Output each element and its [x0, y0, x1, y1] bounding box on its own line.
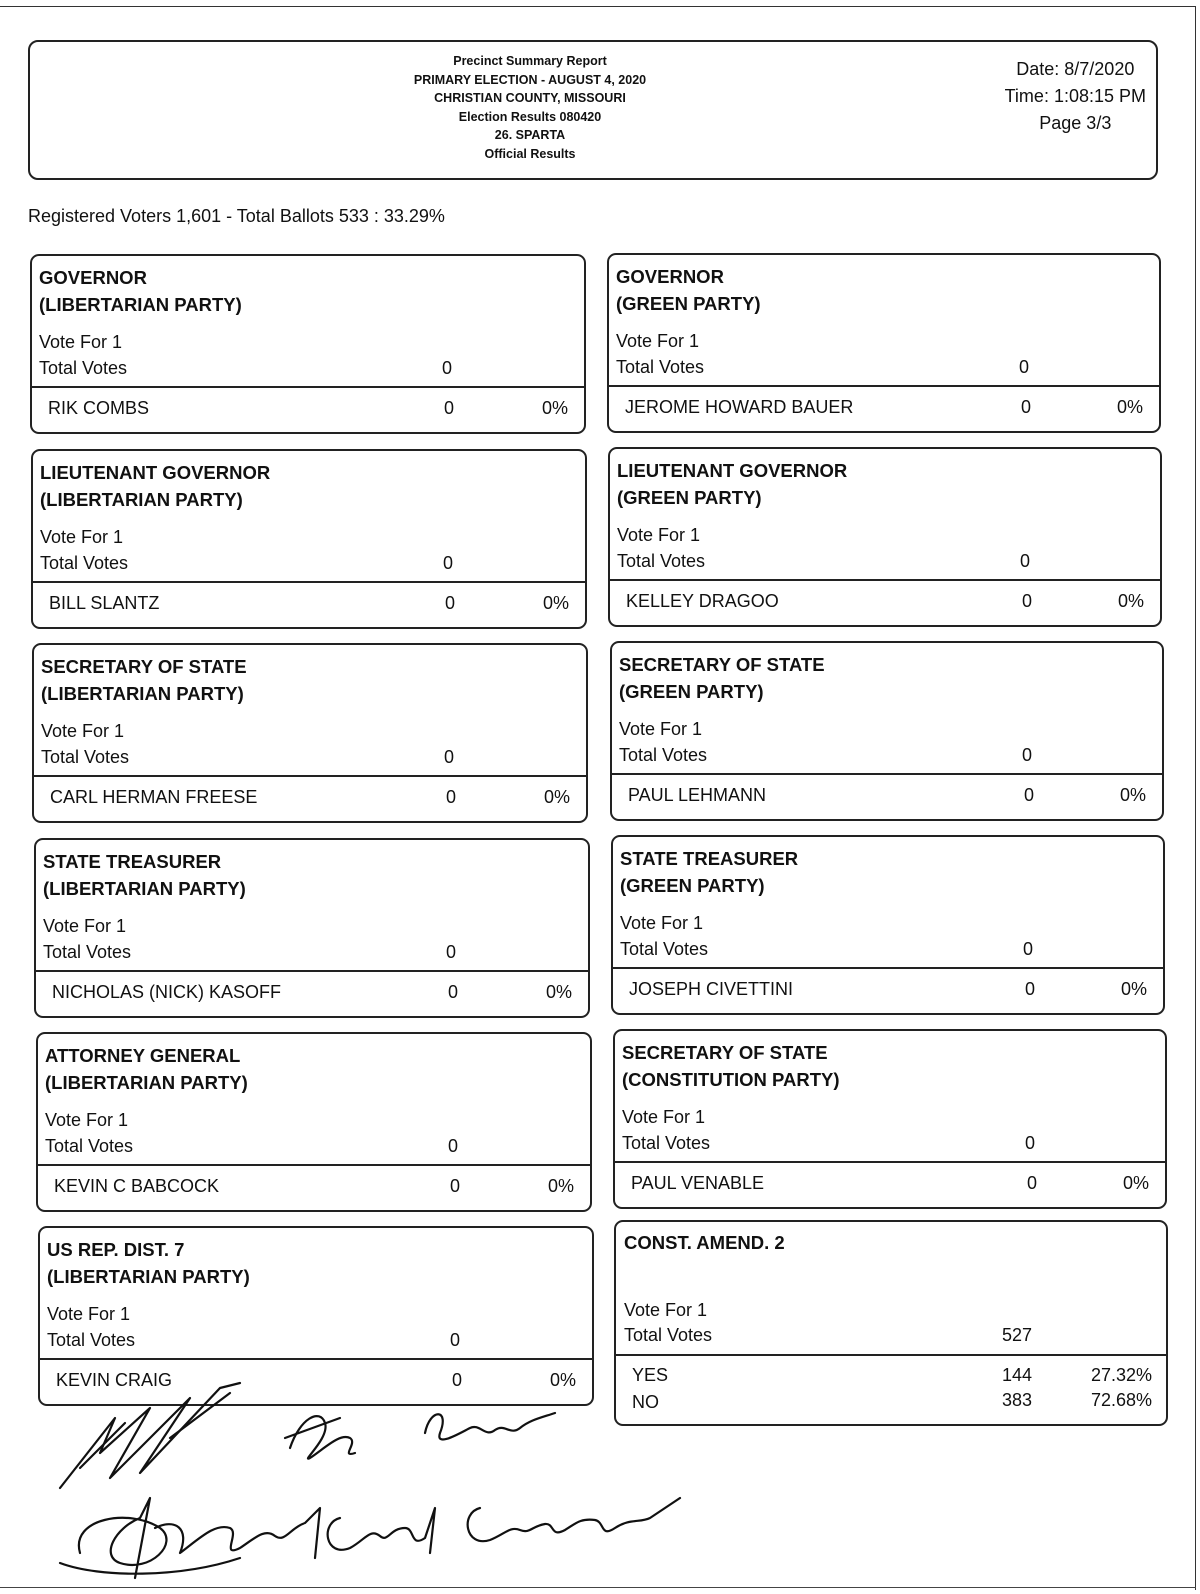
vote-for-label: Vote For 1 [619, 719, 703, 739]
candidate-name: JOSEPH CIVETTINI [629, 979, 794, 999]
total-votes-label: Total Votes [622, 1133, 711, 1153]
contest-title: STATE TREASURER (GREEN PARTY) [620, 848, 799, 896]
vote-for-label: Vote For 1 [41, 721, 125, 741]
contest-box [607, 253, 1161, 433]
report-meta [1005, 56, 1146, 137]
choice-yes-votes: 144 [1002, 1365, 1033, 1385]
report-date: Date: 8/7/2020 [1016, 59, 1135, 79]
total-votes-label: Total Votes [624, 1325, 713, 1345]
contest-box [34, 838, 590, 1018]
total-votes-value: 0 [443, 553, 454, 573]
choice-yes-label: YES [632, 1365, 669, 1385]
vote-for-label: Vote For 1 [617, 525, 701, 545]
amendment-title: CONST. AMEND. 2 [624, 1232, 785, 1253]
vote-for-label: Vote For 1 [40, 527, 124, 547]
divider [609, 385, 1159, 387]
divider [38, 1164, 590, 1166]
total-votes-value: 0 [1025, 1133, 1036, 1153]
candidate-name: PAUL LEHMANN [628, 785, 767, 805]
report-time: Time: 1:08:15 PM [1004, 86, 1146, 106]
contest-box [613, 1029, 1167, 1209]
candidate-name: PAUL VENABLE [631, 1173, 765, 1193]
total-votes-value: 0 [448, 1136, 459, 1156]
total-votes-value: 0 [1020, 551, 1031, 571]
vote-for-label: Vote For 1 [43, 916, 127, 936]
report-header [28, 40, 1158, 180]
candidate-percent: 0% [1119, 785, 1146, 805]
vote-for-label: Vote For 1 [47, 1304, 131, 1324]
divider [612, 773, 1162, 775]
candidate-name: CARL HERMAN FREESE [50, 787, 258, 807]
divider [610, 579, 1160, 581]
choice-no-votes: 383 [1002, 1390, 1033, 1410]
total-votes-value: 0 [444, 747, 455, 767]
candidate-name: KELLEY DRAGOO [626, 591, 779, 611]
contest-title: US REP. DIST. 7 (LIBERTARIAN PARTY) [47, 1239, 250, 1287]
candidate-name: KEVIN C BABCOCK [54, 1176, 220, 1196]
divider [615, 1161, 1165, 1163]
choice-no-label: NO [632, 1392, 659, 1412]
contest-title: GOVERNOR (GREEN PARTY) [616, 266, 761, 314]
contest-title: LIEUTENANT GOVERNOR (GREEN PARTY) [617, 460, 848, 508]
candidate-percent: 0% [542, 593, 569, 613]
contest-box [608, 447, 1162, 627]
contest-box [31, 449, 587, 629]
candidate-votes: 0 [1021, 397, 1032, 417]
total-votes-label: Total Votes [45, 1136, 134, 1156]
vote-for-label: Vote For 1 [622, 1107, 706, 1127]
candidate-name: JEROME HOWARD BAUER [625, 397, 854, 417]
candidate-percent: 0% [541, 398, 568, 418]
turnout-summary: Registered Voters 1,601 - Total Ballots 533 : 33.29% [28, 206, 445, 226]
total-votes-label: Total Votes [40, 553, 129, 573]
report-title-block [320, 52, 740, 163]
contest-box [30, 254, 586, 434]
candidate-votes: 0 [445, 593, 456, 613]
divider [616, 1354, 1166, 1356]
candidate-votes: 0 [452, 1370, 463, 1390]
vote-for-label: Vote For 1 [620, 913, 704, 933]
candidate-votes: 0 [1024, 785, 1035, 805]
choice-yes-percent: 27.32% [1090, 1365, 1152, 1385]
total-votes-value: 0 [446, 942, 457, 962]
total-votes-value: 0 [1019, 357, 1030, 377]
total-votes-label: Total Votes [620, 939, 709, 959]
total-votes-label: Total Votes [39, 358, 128, 378]
contest-box [610, 641, 1164, 821]
county-name: CHRISTIAN COUNTY, MISSOURI [434, 91, 626, 105]
total-votes-value: 0 [442, 358, 453, 378]
candidate-votes: 0 [1022, 591, 1033, 611]
contest-box [32, 643, 588, 823]
contest-title: ATTORNEY GENERAL (LIBERTARIAN PARTY) [45, 1045, 248, 1093]
total-votes-label: Total Votes [47, 1330, 136, 1350]
divider [33, 581, 585, 583]
divider [32, 386, 584, 388]
candidate-percent: 0% [545, 982, 572, 1002]
candidate-votes: 0 [1025, 979, 1036, 999]
total-votes-value: 0 [450, 1330, 461, 1350]
page-number: Page 3/3 [1039, 113, 1112, 133]
candidate-percent: 0% [1122, 1173, 1149, 1193]
candidate-name: RIK COMBS [48, 398, 150, 418]
candidate-name: BILL SLANTZ [49, 593, 160, 613]
divider [40, 1358, 592, 1360]
divider [36, 970, 588, 972]
total-votes-value: 527 [1002, 1325, 1033, 1345]
contest-box [36, 1032, 592, 1212]
vote-for-label: Vote For 1 [624, 1300, 708, 1320]
candidate-percent: 0% [1117, 591, 1144, 611]
total-votes-label: Total Votes [619, 745, 708, 765]
candidate-percent: 0% [543, 787, 570, 807]
results-status: Official Results [484, 146, 576, 161]
vote-for-label: Vote For 1 [39, 332, 123, 352]
choice-no-percent: 72.68% [1090, 1390, 1152, 1410]
candidate-votes: 0 [446, 787, 457, 807]
contest-box [611, 835, 1165, 1015]
candidate-votes: 0 [444, 398, 455, 418]
contest-title: SECRETARY OF STATE (CONSTITUTION PARTY) [622, 1042, 840, 1090]
page-edge-right [1195, 6, 1196, 1590]
contest-title: LIEUTENANT GOVERNOR (LIBERTARIAN PARTY) [40, 462, 271, 510]
contest-title: SECRETARY OF STATE (LIBERTARIAN PARTY) [41, 656, 247, 704]
contest-title: GOVERNOR (LIBERTARIAN PARTY) [39, 267, 242, 315]
contest-title: SECRETARY OF STATE (GREEN PARTY) [619, 654, 825, 702]
candidate-percent: 0% [547, 1176, 574, 1196]
candidate-percent: 0% [1120, 979, 1147, 999]
results-id: Election Results 080420 [458, 109, 602, 124]
contest-title: STATE TREASURER (LIBERTARIAN PARTY) [43, 851, 246, 899]
vote-for-label: Vote For 1 [616, 331, 700, 351]
candidate-name: KEVIN CRAIG [56, 1370, 173, 1390]
report-title: Precinct Summary Report [453, 54, 607, 68]
total-votes-label: Total Votes [617, 551, 706, 571]
candidate-percent: 0% [1116, 397, 1143, 417]
total-votes-value: 0 [1023, 939, 1034, 959]
total-votes-label: Total Votes [41, 747, 130, 767]
precinct-name: 26. SPARTA [494, 128, 566, 142]
election-name: PRIMARY ELECTION - AUGUST 4, 2020 [413, 72, 647, 87]
candidate-votes: 0 [448, 982, 459, 1002]
total-votes-label: Total Votes [43, 942, 132, 962]
total-votes-label: Total Votes [616, 357, 705, 377]
divider [613, 967, 1163, 969]
total-votes-value: 0 [1022, 745, 1033, 765]
divider [34, 775, 586, 777]
vote-for-label: Vote For 1 [45, 1110, 129, 1130]
candidate-percent: 0% [549, 1370, 576, 1390]
candidate-votes: 0 [1027, 1173, 1038, 1193]
candidate-votes: 0 [450, 1176, 461, 1196]
candidate-name: NICHOLAS (NICK) KASOFF [52, 982, 282, 1002]
signatures-icon [40, 1378, 740, 1588]
page-edge-top [0, 6, 1196, 7]
